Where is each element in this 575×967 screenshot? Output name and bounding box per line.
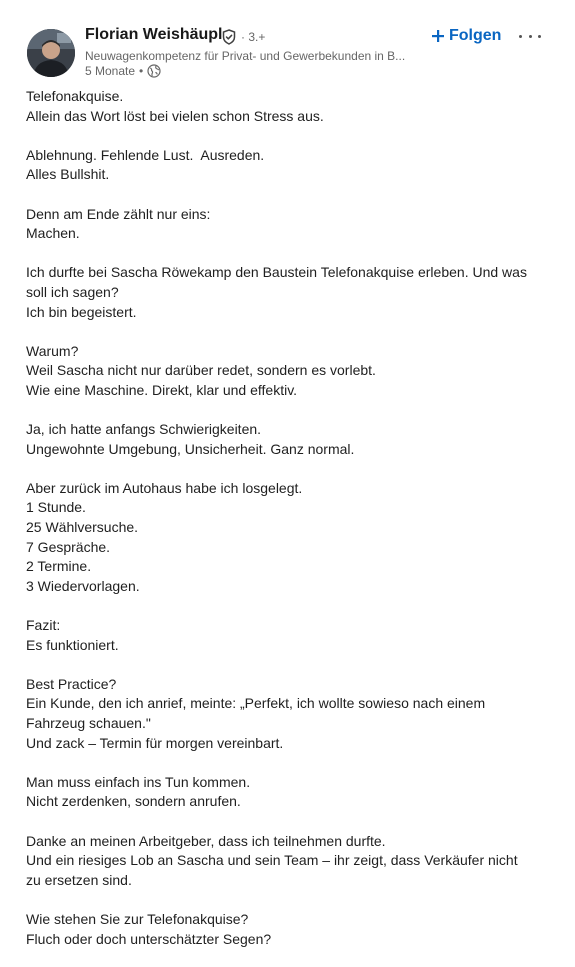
post-meta [85,64,161,78]
post-text-line: Warum? [26,342,79,359]
post-text-line: Telefonakquise. [26,88,124,104]
post-blank-line [26,596,551,616]
post-text-line: Weil Sascha nicht nur darüber redet, sondern es vorlebt. [26,362,376,379]
post-text-line: Ich durfte bei Sascha Röwekamp den Baustein Telefonakquise erleben. Und was [26,264,527,281]
post-text-line: 25 Wählversuche. [26,519,139,536]
post-text-line: Ablehnung. Fehlende Lust. Ausreden. [26,146,265,163]
post-text-line: Aber zurück im Autohaus habe ich losgelegt. [26,479,303,496]
post-text-line: Es funktioniert. [26,636,119,653]
more-dot [529,35,532,38]
post-text-line: Allein das Wort löst bei vielen schon Stress aus. [26,107,324,124]
author-headline: Neuwagenkompetenz für Privat- und Gewerbekunden in B... [85,49,406,63]
post-text-line: Ein Kunde, den ich anrief, meinte: „Perfekt, ich wollte sowieso nach einem [26,695,486,712]
post-text-line: zu ersetzen sind. [26,871,132,888]
more-options-icon[interactable] [519,28,541,44]
post-text-line: Und zack – Termin für morgen vereinbart. [26,734,284,751]
post-blank-line [26,126,551,146]
post-text-line: Fazit: [26,617,61,634]
meta-separator: • [139,64,144,78]
globe-icon [147,64,161,78]
post-text-line: Fahrzeug schauen." [26,715,151,731]
post-text-line: Danke an meinen Arbeitgeber, dass ich teilnehmen durfte. [26,832,386,849]
post-blank-line [26,322,551,342]
avatar-image [27,29,75,77]
post-text-line: Wie eine Maschine. Direkt, klar und effektiv. [26,381,298,398]
post-header [0,0,575,88]
more-dot [538,35,541,38]
post-text-line: Fluch oder doch unterschätzter Segen? [26,930,272,947]
post-blank-line [26,401,551,421]
post-text-line: 1 Stunde. [26,499,86,516]
post-text-line: Ja, ich hatte anfangs Schwierigkeiten. [26,421,262,438]
post-text-line: Wie stehen Sie zur Telefonakquise? [26,910,249,927]
post-blank-line [26,244,551,264]
follow-label: Folgen [449,27,502,44]
post-blank-line [26,459,551,479]
post-text-line: 2 Termine. [26,558,92,575]
post-text-line: Nicht zerdenken, sondern anrufen. [26,793,241,810]
author-avatar[interactable] [27,29,75,77]
follow-button[interactable] [431,25,501,47]
post-blank-line [26,655,551,675]
plus-icon [431,29,445,43]
post-blank-line [26,753,551,773]
verified-shield-icon [222,29,236,45]
post-text-line: Man muss einfach ins Tun kommen. [26,773,251,790]
post-text-line: Machen. [26,225,80,242]
post-text-line: Alles Bullshit. [26,166,110,183]
post-text-line: soll ich sagen? [26,283,119,300]
post-text-line: Und ein riesiges Lob an Sascha und sein Team – ihr zeigt, dass Verkäufer nicht [26,852,518,869]
post-text-line: Ich bin begeistert. [26,303,137,320]
post-blank-line [26,185,551,205]
post-text-line: Best Practice? [26,675,117,692]
post-text-line: 3 Wiedervorlagen. [26,577,140,594]
more-dot [519,35,522,38]
post-blank-line [26,890,551,910]
post-text-line: Denn am Ende zählt nur eins: [26,205,211,222]
post-text-line: Ungewohnte Umgebung, Unsicherheit. Ganz normal. [26,440,355,457]
post-text [26,87,551,949]
author-name[interactable]: Florian Weishäupl [85,26,223,43]
post-time: 5 Monate [85,64,136,78]
post-text-line: 7 Gespräche. [26,538,111,555]
post-blank-line [26,812,551,832]
connection-degree: · 3.+ [241,30,266,44]
